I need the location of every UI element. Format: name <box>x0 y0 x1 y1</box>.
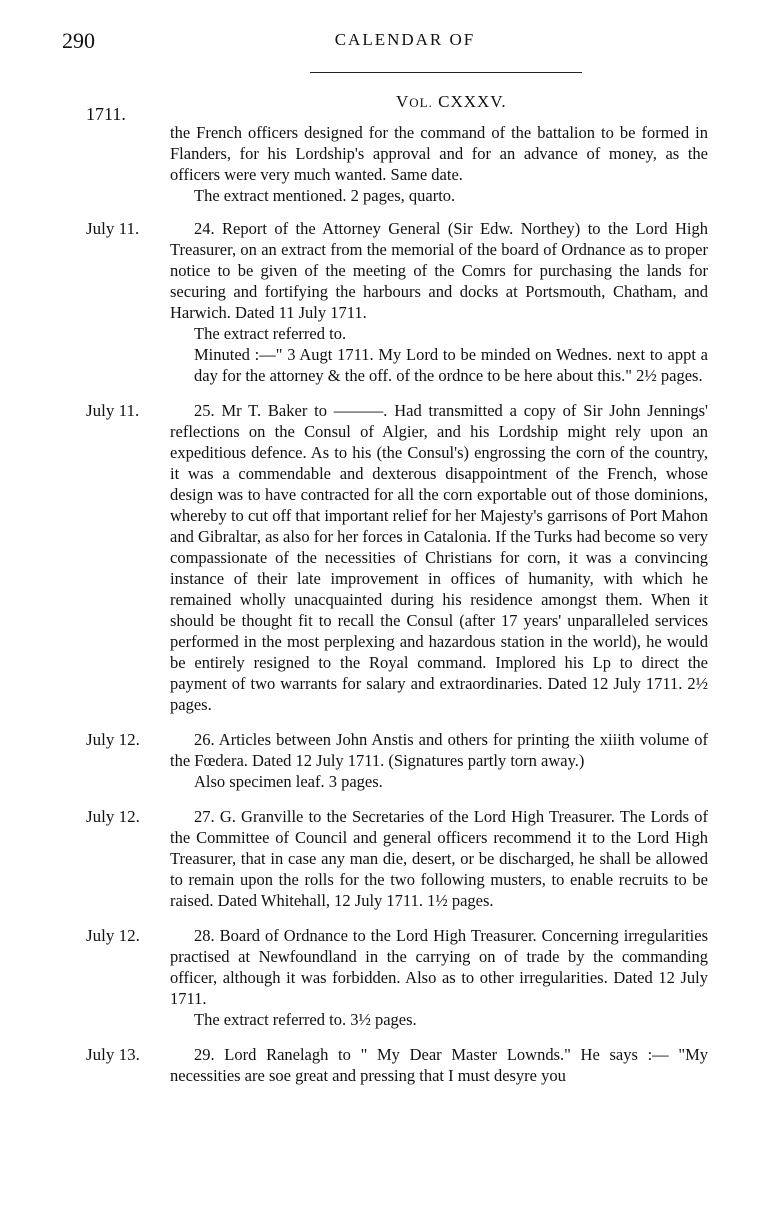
entry-date: July 12. <box>86 807 140 826</box>
calendar-entry <box>86 925 708 1030</box>
head-rule <box>310 72 582 73</box>
entry-text: 25. Mr T. Baker to ———. Had transmitted a copy of Sir John Jennings' reflections on the Consul of Algier, and his Lordship might rely upon an expeditious defence. As to his (the Consul's) engrossing the corn of the country, it was a commendable and dexterous disappointment of the French, whose design was to have contracted for all the corn exportable out of those dominions, whereby to cut off that important relief for her Majesty's garrisons of Port Mahon and Gibraltar, as also for her forces in Catalonia. If the Turks had become so very compassionate of the necessities of Christians for corn, it was a convincing instance of their late improvement in offices of humanity, with which he remained wholly unacquainted during his residence amongst them. When it should be thought fit to recall the Consul (after 17 years' unparalleled services performed in the most perplexing and hazardous station in the world), he would be entirely resigned to the Royal command. Implored his Lp to direct the payment of two warrants for salary and extraordinaries. Dated 12 July 1711. 2½ pages. <box>170 401 708 714</box>
volume-prefix-rest: OL. <box>409 95 433 110</box>
entry-date: July 12. <box>86 730 140 749</box>
volume-prefix: V <box>396 92 410 111</box>
calendar-entry <box>86 122 708 206</box>
calendar-entry <box>86 218 708 386</box>
calendar-entry <box>86 400 708 715</box>
entry-note: The extract referred to. 3½ pages. <box>194 1010 417 1029</box>
entry-note: Also specimen leaf. 3 pages. <box>194 772 383 791</box>
volume-number: CXXXV. <box>438 92 507 111</box>
calendar-entry <box>86 1044 708 1086</box>
calendar-entries <box>86 122 708 1100</box>
entry-text: 24. Report of the Attorney General (Sir Edw. Northey) to the Lord High Treasurer, on an extract from the memorial of the board of Ordnance as to proper notice to be given of the meeting of the Comrs for purchasing the lands for securing and fortifying the harbours and docks at Portsmouth, Chatham, and Harwich. Dated 11 July 1711. <box>170 219 708 322</box>
entry-text: 26. Articles between John Anstis and others for printing the xiiith volume of the Fœdera. Dated 12 July 1711. (Signatures partly torn away.) <box>170 730 708 770</box>
calendar-entry <box>86 729 708 792</box>
entry-note: The extract mentioned. 2 pages, quarto. <box>194 186 456 205</box>
entry-minute: Minuted :—" 3 Augt 1711. My Lord to be minded on Wednes. next to appt a day for the attorney & the off. of the ordnce to be here about this." 2½ pages. <box>194 345 708 385</box>
calendar-entry <box>86 806 708 911</box>
entry-text: 27. G. Granville to the Secretaries of the Lord High Treasurer. The Lords of the Committee of Council and general officers recommend it to the Lord High Treasurer, that in case any man die, desert, or be discharged, he shall be allowed to remain upon the rolls for the two following musters, to enable recruits to be raised. Dated Whitehall, 12 July 1711. 1½ pages. <box>170 807 708 910</box>
entry-date: July 13. <box>86 1045 140 1064</box>
entry-note: The extract referred to. <box>194 324 347 343</box>
entry-text: 28. Board of Ordnance to the Lord High Treasurer. Concerning irregularities practised at Newfoundland in the carrying on of trade by the commanding officer, although it was forbidden. Also as to other irregularities. Dated 12 July 1711. <box>170 926 708 1008</box>
volume-label <box>396 92 507 112</box>
year-label: 1711. <box>86 104 126 124</box>
entry-text: 29. Lord Ranelagh to " My Dear Master Lownds." He says :— "My necessities are soe great and pressing that I must desyre you <box>170 1045 708 1085</box>
entry-date: July 12. <box>86 926 140 945</box>
entry-text: the French officers designed for the command of the battalion to be formed in Flanders, for his Lordship's approval and for an advance of money, as the officers were very much wanted. Same date. <box>170 123 708 184</box>
entry-date: July 11. <box>86 219 140 238</box>
running-head: CALENDAR OF <box>334 30 476 49</box>
entry-date: July 11. <box>86 401 140 420</box>
page-number: 290 <box>62 28 95 53</box>
